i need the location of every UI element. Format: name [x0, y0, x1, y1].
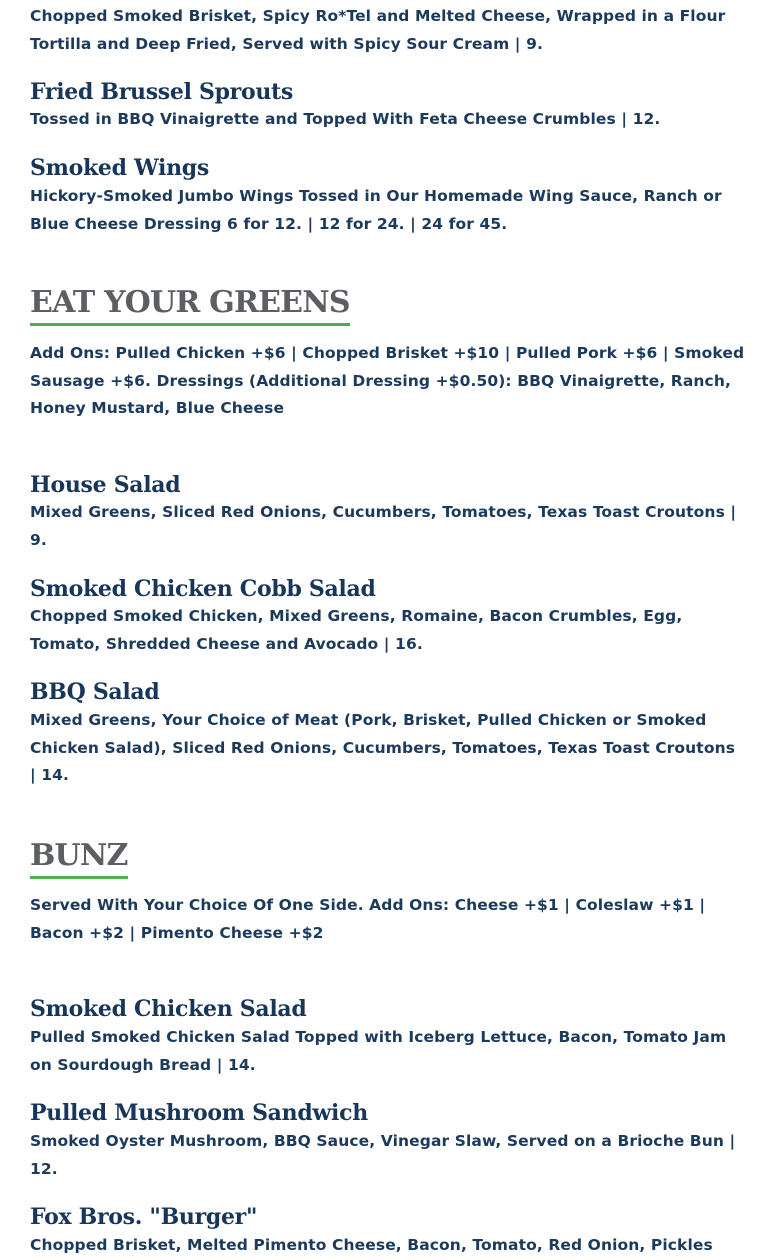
item-title: Smoked Chicken Cobb Salad	[30, 576, 376, 602]
item-title: Smoked Wings	[30, 155, 209, 181]
item-title: Fox Bros. "Burger"	[30, 1204, 258, 1230]
item-description: Mixed Greens, Your Choice of Meat (Pork, Brisket, Pulled Chicken or Smoked Chicken Salad), Sliced Red Onions, Cucumbers, Tomatoes, Texas Toast Croutons | 14.	[30, 711, 736, 784]
item-title: House Salad	[30, 472, 181, 498]
item-title: BBQ Salad	[30, 679, 160, 705]
item-description: Mixed Greens, Sliced Red Onions, Cucumbers, Tomatoes, Texas Toast Croutons | 9.	[30, 503, 737, 549]
item-title: Smoked Chicken Salad	[30, 996, 307, 1022]
section-heading-bunz: BUNZ	[30, 838, 128, 879]
section-intro-greens: Add Ons: Pulled Chicken +$6 | Chopped Brisket +$10 | Pulled Pork +$6 | Smoked Sausage +$6. Dressings (Additional Dressing +$0.50): BBQ Vinaigrette, Ranch, Honey Mustard, Blue Cheese	[30, 344, 745, 417]
item-title: Pulled Mushroom Sandwich	[30, 1100, 368, 1126]
item-description: Tossed in BBQ Vinaigrette and Topped With Feta Cheese Crumbles | 12.	[30, 110, 661, 128]
item-description: Chopped Smoked Brisket, Spicy Ro*Tel and Melted Cheese, Wrapped in a Flour Tortilla and Deep Fried, Served with Spicy Sour Cream | 9.	[30, 7, 726, 53]
item-description: Hickory-Smoked Jumbo Wings Tossed in Our Homemade Wing Sauce, Ranch or Blue Cheese Dressing 6 for 12. | 12 for 24. | 24 for 45.	[30, 187, 722, 233]
item-description: Chopped Smoked Chicken, Mixed Greens, Romaine, Bacon Crumbles, Egg, Tomato, Shredded Cheese and Avocado | 16.	[30, 607, 683, 653]
section-intro-bunz: Served With Your Choice Of One Side. Add Ons: Cheese +$1 | Coleslaw +$1 | Bacon +$2 | Pimento Cheese +$2	[30, 896, 706, 942]
item-description: Pulled Smoked Chicken Salad Topped with Iceberg Lettuce, Bacon, Tomato Jam on Sourdough Bread | 14.	[30, 1028, 727, 1074]
item-description: Chopped Brisket, Melted Pimento Cheese, Bacon, Tomato, Red Onion, Pickles	[30, 1236, 713, 1254]
section-heading-greens: EAT YOUR GREENS	[30, 285, 350, 326]
item-title: Fried Brussel Sprouts	[30, 79, 293, 105]
item-description: Smoked Oyster Mushroom, BBQ Sauce, Vinegar Slaw, Served on a Brioche Bun | 12.	[30, 1132, 736, 1178]
